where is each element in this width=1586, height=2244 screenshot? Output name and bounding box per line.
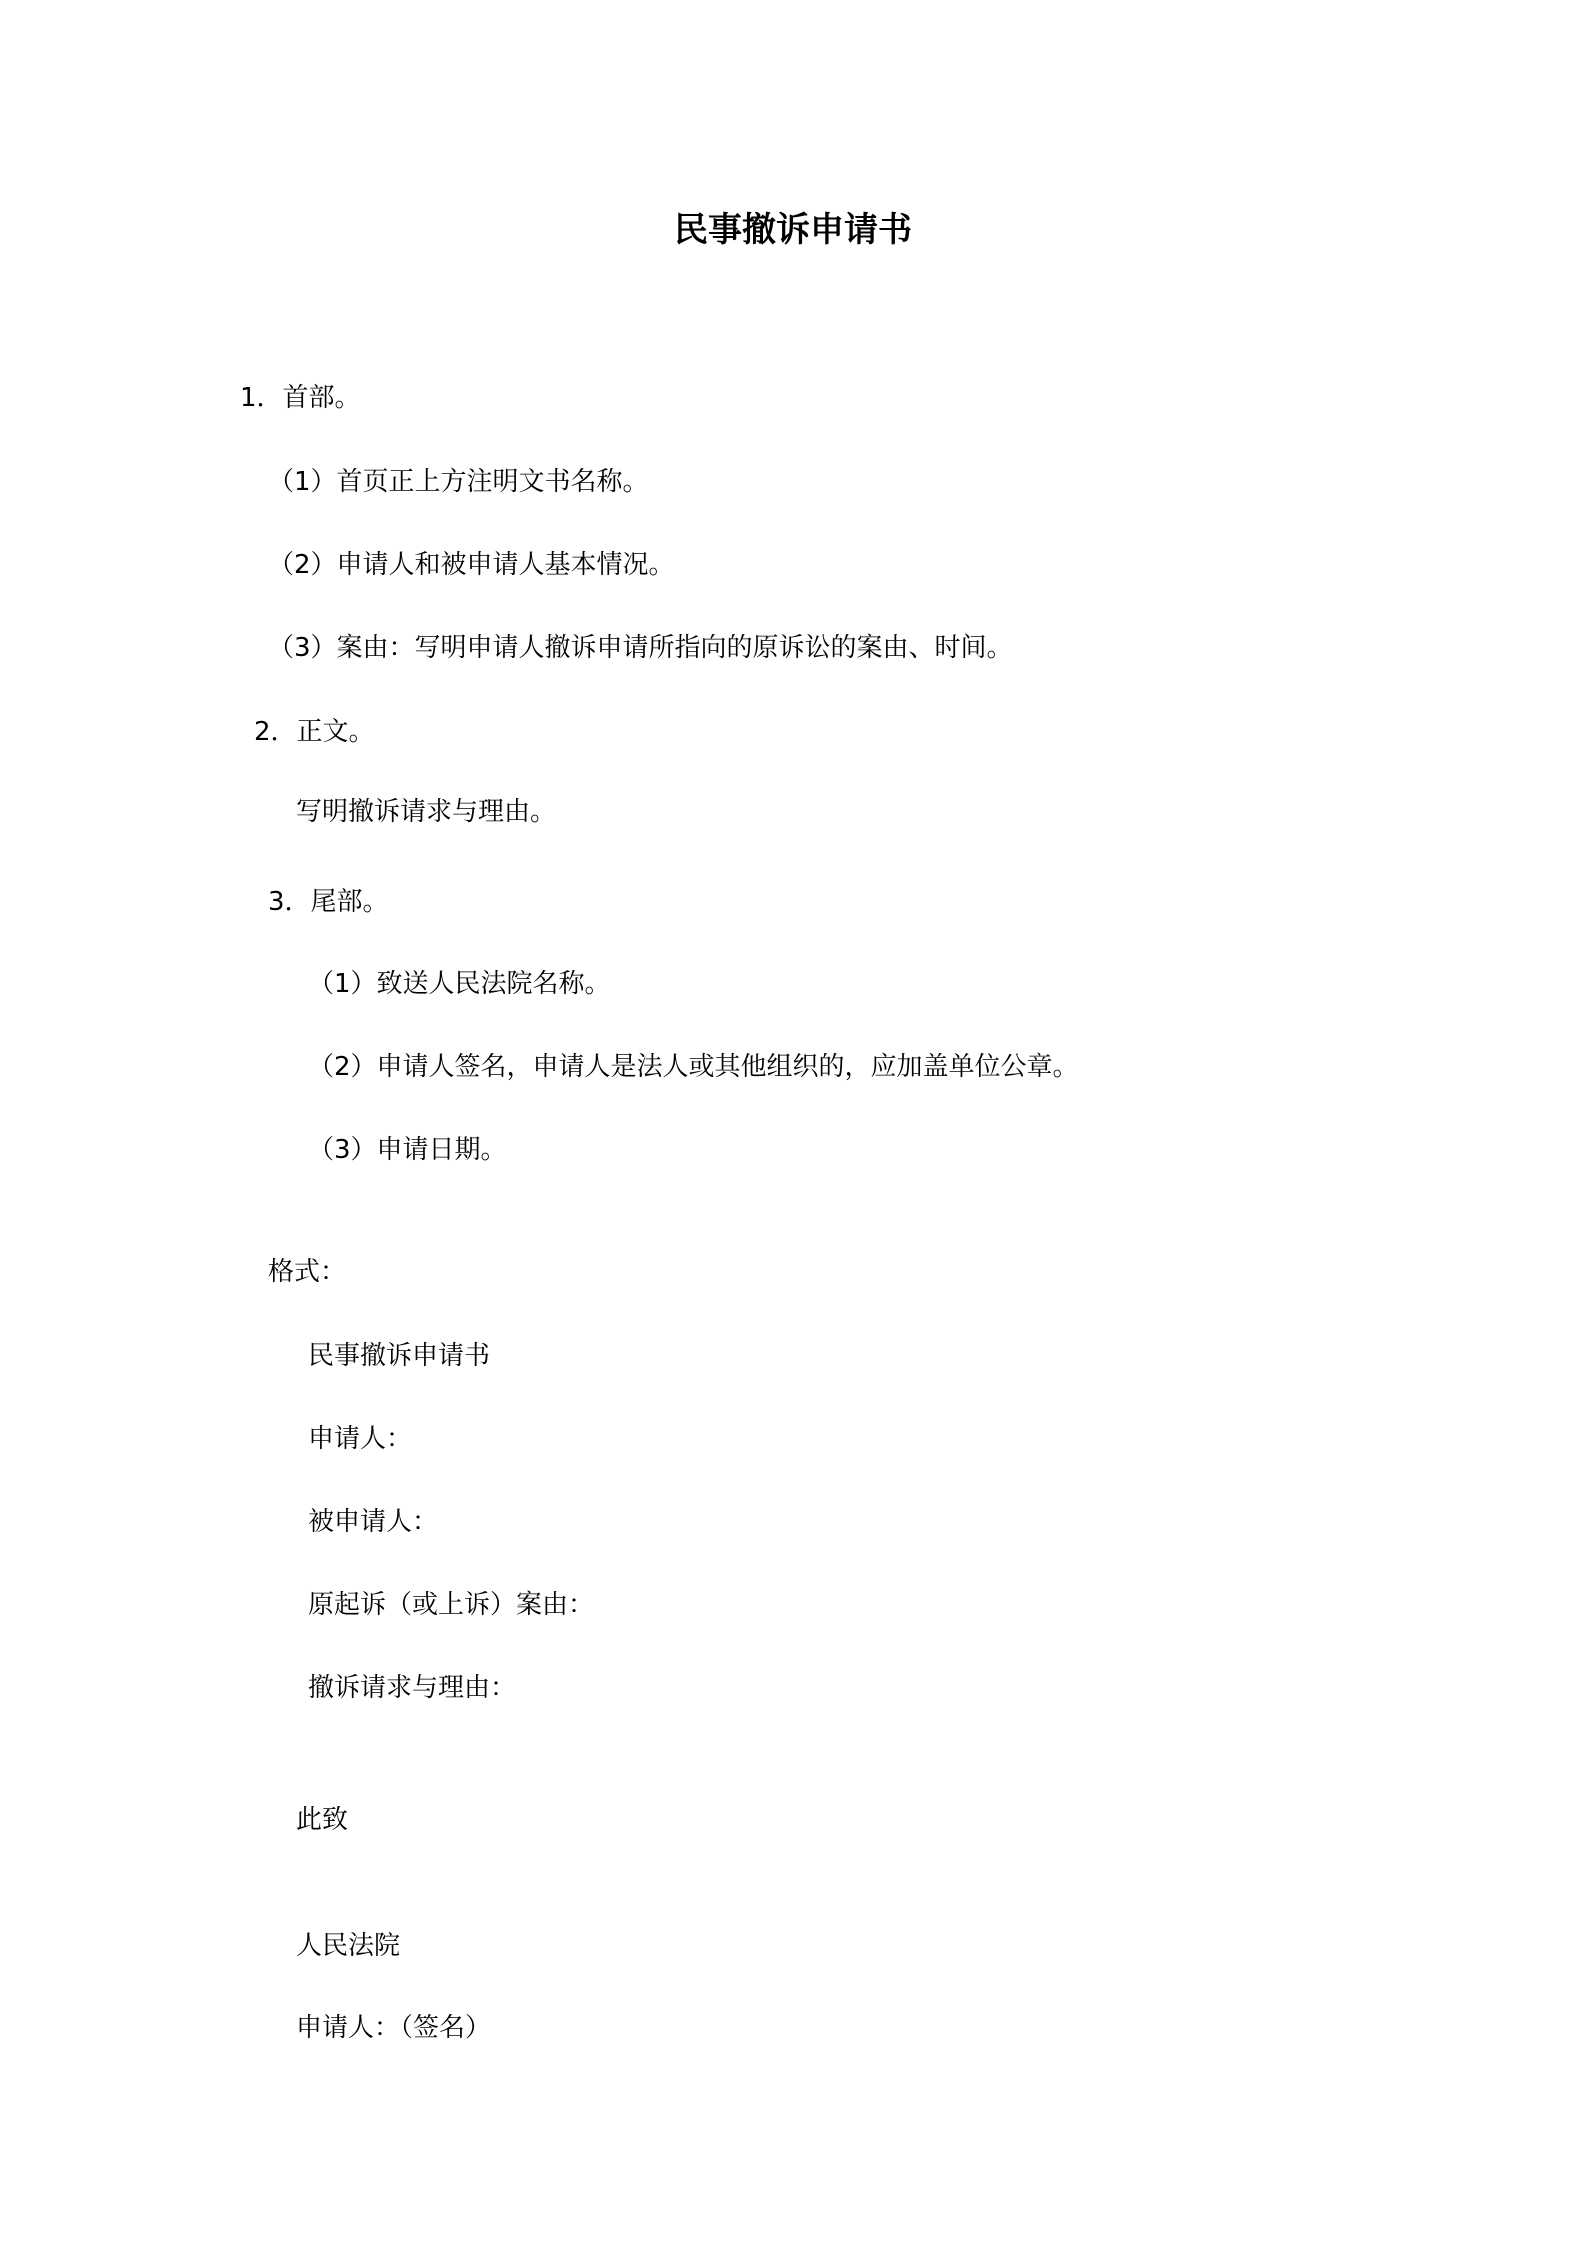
section1-item-3: （3）案由：写明申请人撤诉申请所指向的原诉讼的案由、时间。 <box>268 633 1013 663</box>
format-signature: 申请人：（签名） <box>296 2013 492 2043</box>
section2-body: 写明撤诉请求与理由。 <box>296 797 557 827</box>
section3-item-1: （1）致送人民法院名称。 <box>308 969 611 999</box>
format-closing: 此致 <box>296 1805 349 1835</box>
section1-item-1: （1）首页正上方注明文书名称。 <box>268 467 649 497</box>
section3-item-2: （2）申请人签名，申请人是法人或其他组织的，应加盖单位公章。 <box>308 1052 1079 1082</box>
format-line-applicant: 申请人： <box>308 1424 413 1454</box>
section2-heading: 2．正文。 <box>254 717 375 747</box>
format-line-title: 民事撤诉申请书 <box>308 1341 491 1371</box>
format-court: 人民法院 <box>296 1931 401 1961</box>
format-line-cause: 原起诉（或上诉）案由： <box>308 1590 595 1620</box>
format-line-reasons: 撤诉请求与理由： <box>308 1673 517 1703</box>
format-label: 格式： <box>268 1257 347 1287</box>
section3-heading: 3．尾部。 <box>268 887 389 917</box>
section1-item-2: （2）申请人和被申请人基本情况。 <box>268 550 675 580</box>
document-title: 民事撤诉申请书 <box>674 210 912 250</box>
format-line-respondent: 被申请人： <box>308 1507 439 1537</box>
section3-item-3: （3）申请日期。 <box>308 1135 507 1165</box>
section1-heading: 1．首部。 <box>240 383 361 413</box>
